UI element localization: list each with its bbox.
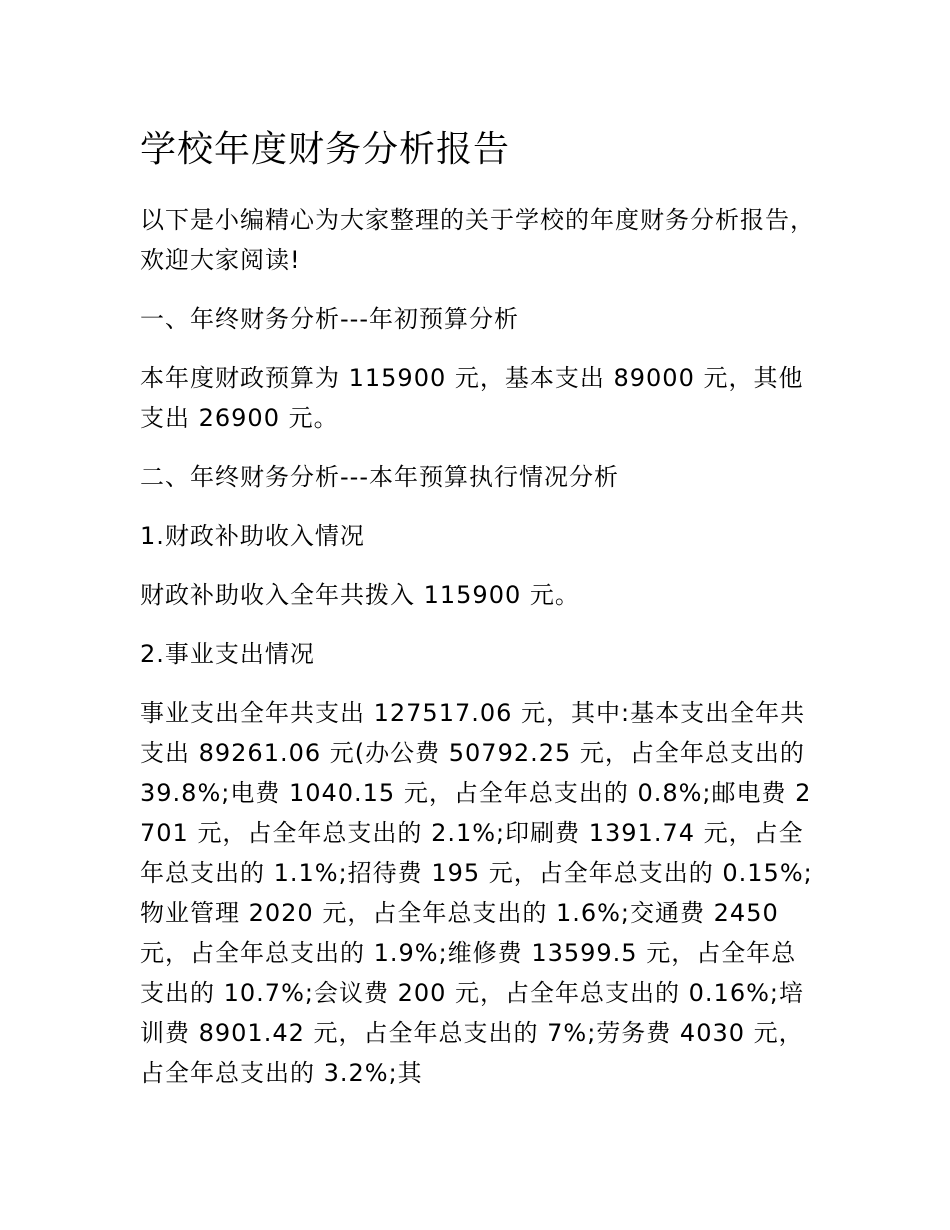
subsection2-heading: 2.事业支出情况 — [140, 640, 315, 668]
intro-paragraph: 以下是小编精心为大家整理的关于学校的年度财务分析报告，欢迎大家阅读! — [140, 206, 815, 274]
section1-paragraph: 本年度财政预算为 115900 元，基本支出 89000 元，其他支出 26900 元。 — [140, 364, 804, 432]
document-page — [140, 122, 820, 1112]
document-title: 学校年度财务分析报告 — [140, 129, 511, 170]
subsection1-heading: 1.财政补助收入情况 — [140, 522, 365, 550]
subsection1-paragraph: 财政补助收入全年共拨入 115900 元。 — [140, 581, 580, 609]
section2-heading: 二、年终财务分析---本年预算执行情况分析 — [140, 463, 619, 491]
section1-heading: 一、年终财务分析---年初预算分析 — [140, 305, 519, 333]
subsection2-paragraph: 事业支出全年共支出 127517.06 元，其中:基本支出全年共支出 89261.06 元(办公费 50792.25 元，占全年总支出的 39.8%;电费 1040.15 元，占全年总支出的 0.8%;邮电费 2701 元，占全年总支出的 2.1%;印刷费 1391.74 元，占全年总支出的 1.1%;招待费 195 元，占全年总支出的 0.15%;物业管理 2020 元，占全年总支出的 1.6%;交通费 2450 元，占全年总支出的 1.9%;维修费 13599.5 元，占全年总支出的 10.7%;会议费 200 元，占全年总支出的 0.16%;培训费 8901.42 元，占全年总支出的 7%;劳务费 4030 元，占全年总支出的 3.2%;其 — [140, 699, 813, 1087]
